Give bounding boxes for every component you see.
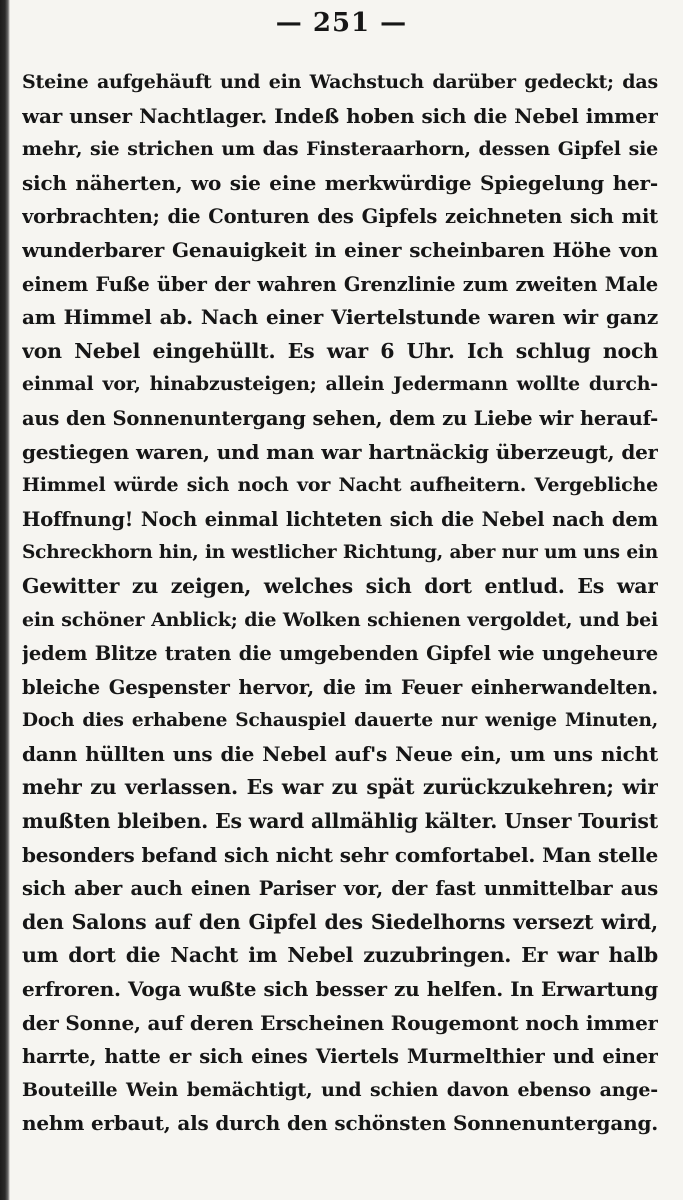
text-line: Hoffnung! Noch einmal lichteten sich die Nebel nach dem	[22, 507, 658, 531]
text-line: von Nebel eingehüllt. Es war 6 Uhr. Ich schlug noch	[22, 338, 658, 363]
text-line: gestiegen waren, und man war hartnäckig überzeugt, der	[22, 439, 658, 464]
text-line: Bouteille Wein bemächtigt, und schien davon ebenso ange-	[22, 1078, 658, 1101]
text-line: Schreckhorn hin, in westlicher Richtung, aber nur um uns ein	[22, 542, 658, 564]
text-line: Himmel würde sich noch vor Nacht aufheitern. Vergebliche	[22, 474, 658, 497]
text-line: am Himmel ab. Nach einer Viertelstunde waren wir ganz	[22, 305, 658, 330]
text-line: aus den Sonnenuntergang sehen, dem zu Liebe wir herauf-	[22, 406, 658, 430]
text-line: wunderbarer Genauigkeit in einer scheinbaren Höhe von	[22, 237, 658, 262]
text-line: bleiche Gespenster hervor, die im Feuer einherwandelten.	[22, 675, 658, 699]
body-text	[22, 66, 658, 1141]
text-line: erfroren. Voga wußte sich besser zu helfen. In Erwartung	[22, 977, 658, 1002]
text-line: mehr zu verlassen. Es war zu spät zurückzukehren; wir	[22, 775, 658, 800]
text-line: Gewitter zu zeigen, welches sich dort entlud. Es war	[22, 573, 658, 598]
text-line: der Sonne, auf deren Erscheinen Rougemont noch immer	[22, 1010, 658, 1035]
text-line: besonders befand sich nicht sehr comfortabel. Man stelle	[22, 842, 658, 867]
text-line: einem Fuße über der wahren Grenzlinie zum zweiten Male	[22, 272, 658, 296]
page-binding-edge	[0, 0, 10, 1200]
text-line: dann hüllten uns die Nebel auf's Neue ein, um uns nicht	[22, 741, 658, 766]
text-line: sich aber auch einen Pariser vor, der fast unmittelbar aus	[22, 877, 658, 901]
text-line: sich näherten, wo sie eine merkwürdige Spiegelung her-	[22, 170, 658, 195]
text-line: vorbrachten; die Conturen des Gipfels zeichneten sich mit	[22, 205, 658, 229]
text-line: war unser Nachtlager. Indeß hoben sich die Nebel immer	[22, 103, 658, 128]
page-number: — 251 —	[275, 8, 408, 38]
text-line: mehr, sie strichen um das Finsteraarhorn, dessen Gipfel sie	[22, 138, 658, 161]
text-line: jedem Blitze traten die umgebenden Gipfel wie ungeheure	[22, 642, 658, 666]
text-line: mußten bleiben. Es ward allmählig kälter. Unser Tourist	[22, 809, 658, 834]
text-line: harrte, hatte er sich eines Viertels Murmelthier und einer	[22, 1045, 658, 1069]
text-line: ein schöner Anblick; die Wolken schienen vergoldet, und bei	[22, 608, 658, 631]
text-line: nehm erbaut, als durch den schönsten Sonnenuntergang.	[22, 1111, 658, 1136]
text-line: Steine aufgehäuft und ein Wachstuch darüber gedeckt; das	[22, 71, 658, 93]
text-line: den Salons auf den Gipfel des Siedelhorns versezt wird,	[22, 909, 658, 934]
text-line: einmal vor, hinabzusteigen; allein Jedermann wollte durch-	[22, 373, 658, 396]
text-line: um dort die Nacht im Nebel zuzubringen. Er war halb	[22, 943, 658, 968]
text-line: Doch dies erhabene Schauspiel dauerte nur wenige Minuten,	[22, 710, 658, 732]
